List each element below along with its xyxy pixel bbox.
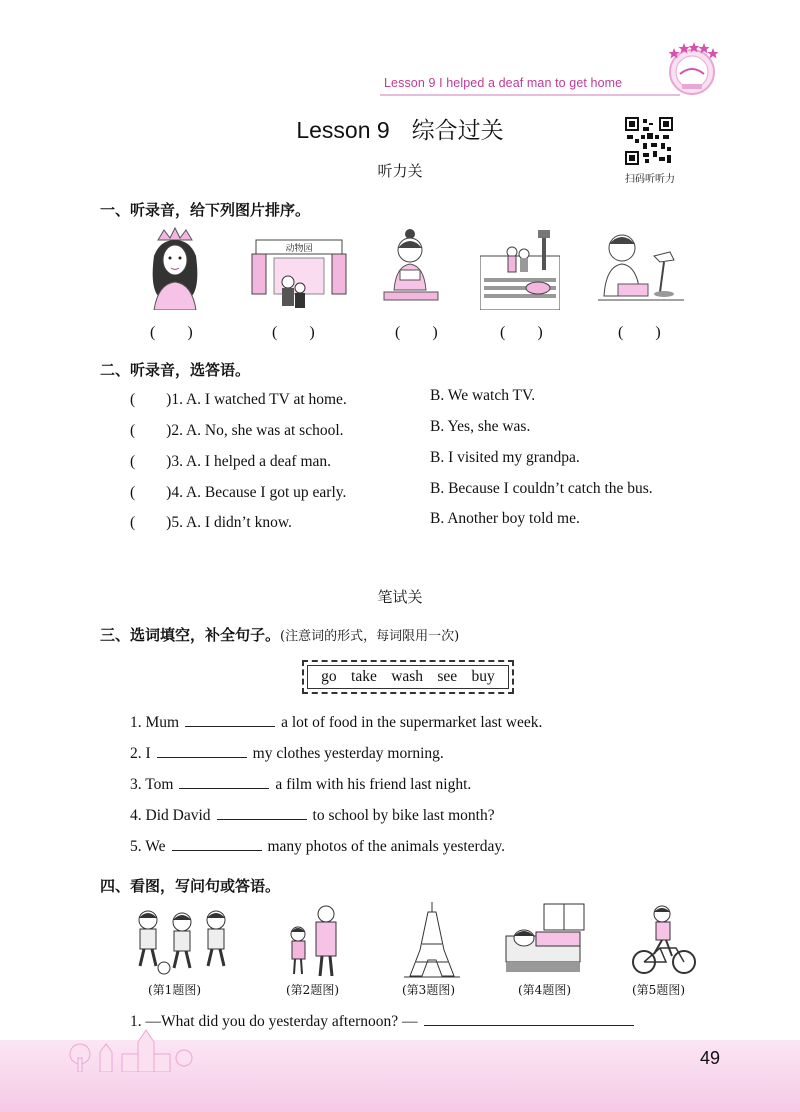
title-cn: 综合过关 [411,118,504,144]
part4-heading: 四、看图，写问句或答语。 [100,877,281,895]
page-title [0,112,800,145]
header-rule [380,94,680,96]
fill-sentence-2 [130,743,444,763]
word-bank [302,660,514,694]
part2-heading: 二、听录音，选答语。 [100,361,251,379]
qr-code-icon[interactable] [625,117,673,165]
part2-item-1-b: B. We watch TV. [430,387,536,404]
fill-sentence-5 [130,836,505,856]
caption-1: (第1题图) [148,983,201,997]
sentence-1-pre: 1. Mum [130,714,180,731]
listening-title: 听力关 [377,162,423,180]
fill-sentence-4 [130,805,495,825]
q1-text: 1. —What did you do yesterday afternoon? — [130,1013,418,1030]
part1-heading: 一、听录音，给下列图片排序。 [100,201,311,219]
sentence-3-pre: 3. Tom [130,776,174,793]
answer-paren-4[interactable]: ( ) [500,324,543,341]
sentence-4-post: to school by bike last month? [312,807,495,824]
girl-in-bed-picture [500,902,586,976]
blank-2[interactable] [157,743,247,758]
part2-item-5-a[interactable]: ( )5. A. I didn’t know. [130,514,292,531]
answer-paren-5[interactable]: ( ) [618,324,661,341]
sentence-3-post: a film with his friend last night. [275,776,472,793]
publisher-badge-icon [660,38,724,102]
street-crossing-picture [480,226,560,310]
sentence-2-pre: 2. I [130,745,151,762]
word-go: go [321,668,337,685]
sentence-5-pre: 5. We [130,838,166,855]
part2-item-5-b: B. Another boy told me. [430,510,580,527]
blank-5[interactable] [172,836,262,851]
princess-picture [140,226,210,310]
sentence-4-pre: 4. Did David [130,807,211,824]
part4-question-1 [130,1011,640,1031]
q1-answer-blank[interactable] [424,1011,634,1026]
sentence-5-post: many photos of the animals yesterday. [267,838,505,855]
part2-item-4-b: B. Because I couldn’t catch the bus. [430,480,653,497]
caption-2: (第2题图) [286,983,339,997]
word-take: take [351,668,377,685]
eiffel-tower-picture [400,900,464,978]
qr-label: 扫码听听力 [625,174,675,185]
blank-3[interactable] [179,774,269,789]
page-number: 49 [700,1048,721,1068]
word-wash: wash [391,668,424,685]
part3-note: (注意词的形式，每词限用一次) [280,629,460,644]
part2-item-3-b: B. I visited my grandpa. [430,449,580,466]
part3-heading-text: 三、选词填空，补全句子。 [100,626,281,644]
blank-4[interactable] [217,805,307,820]
answer-paren-1[interactable]: ( ) [150,324,193,341]
sentence-1-post: a lot of food in the supermarket last week. [281,714,543,731]
part2-item-3-a[interactable]: ( )3. A. I helped a deaf man. [130,453,332,470]
zoo-gate-picture [244,226,354,310]
word-buy: buy [471,668,495,685]
girl-sitting-picture [380,226,442,310]
zoo-sign: 动物园 [285,244,313,254]
answer-paren-3[interactable]: ( ) [395,324,438,341]
part2-item-1-a[interactable]: ( )1. A. I watched TV at home. [130,391,347,408]
answer-paren-2[interactable]: ( ) [272,324,315,341]
sentence-2-post: my clothes yesterday morning. [252,745,444,762]
part2-item-4-a[interactable]: ( )4. A. Because I got up early. [130,484,347,501]
caption-4: (第4题图) [518,983,571,997]
fill-sentence-1 [130,712,542,732]
word-see: see [437,668,458,685]
writing-title: 笔试关 [377,588,423,606]
part2-item-2-a[interactable]: ( )2. A. No, she was at school. [130,422,344,439]
part3-heading [100,624,459,645]
boys-playing-football-picture [128,904,238,976]
castle-decoration-icon [60,1028,200,1072]
part2-item-2-b: B. Yes, she was. [430,418,531,435]
title-lesson: Lesson 9 [296,117,390,143]
blank-1[interactable] [185,712,275,727]
caption-5: (第5题图) [632,983,685,997]
caption-3: (第3题图) [402,983,455,997]
boy-reading-picture [598,226,684,310]
fill-sentence-3 [130,774,471,794]
boy-riding-bike-picture [630,904,698,976]
girl-helping-man-picture [284,904,348,978]
running-header: Lesson 9 I helped a deaf man to get home [384,76,623,90]
